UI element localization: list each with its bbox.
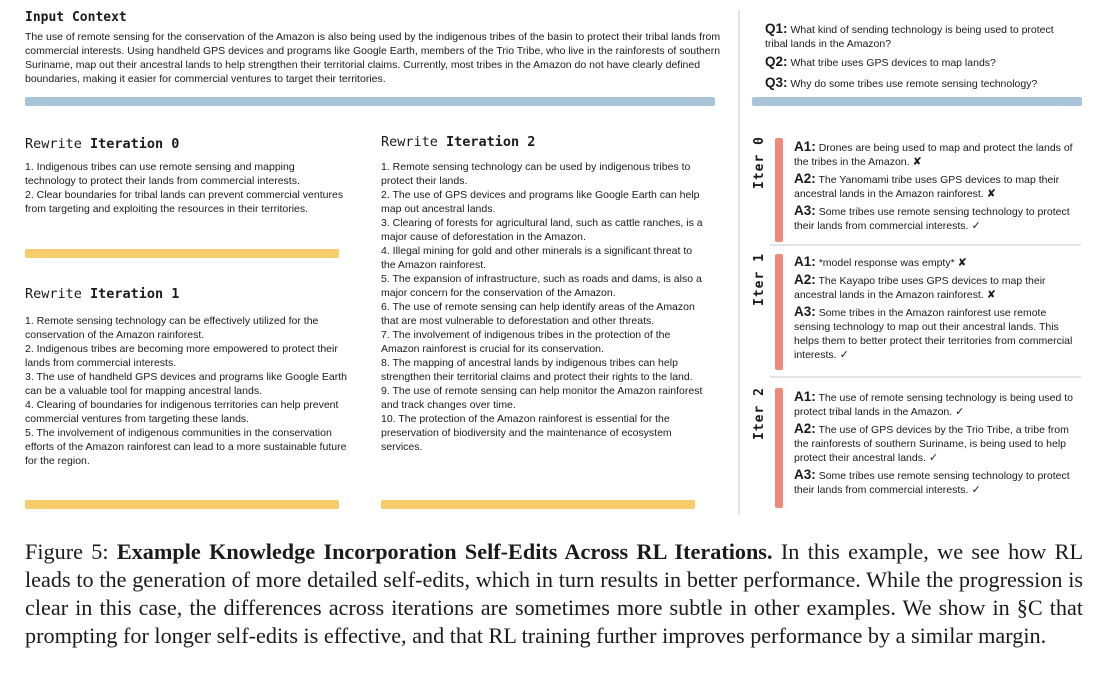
question-label: Q1:	[765, 21, 788, 36]
check-icon: ✓	[971, 220, 981, 232]
question-text: What tribe uses GPS devices to map lands?	[790, 57, 996, 69]
list-item: 1. Indigenous tribes can use remote sensing and mapping technology to protect their lands from commercial interests.	[25, 161, 300, 187]
caption-text: In this example, we see how RL leads to the generation of more detailed self-edits, which in turn results in better performance. While the progression is clear in this case, the differences across iterations are sometimes more subtle in other examples. We show in §C that prompting for longer self-edits is effective, and that RL training further improves performance by a similar margin.	[25, 539, 1083, 648]
answer-a3: A3: Some tribes in the Amazon rainforest use remote sensing technology to map out their ancestral lands. This helps them to better protect their territories from commercial interests. ✓	[794, 304, 1073, 361]
answer-a2: A2: The Kayapo tribe uses GPS devices to map their ancestral lands in the Amazon rainforest. ✘	[794, 272, 1046, 301]
iter-separator	[770, 376, 1081, 378]
list-item: 5. The involvement of indigenous communities in the conservation efforts of the Amazon rainforest can lead to a more sustainable future for the region.	[25, 427, 347, 467]
figure-caption	[25, 538, 1083, 650]
list-item: 4. Clearing of boundaries for indigenous territories can help prevent commercial ventures from targeting these lands.	[25, 399, 339, 425]
iter-1-label: Iter 1	[752, 253, 767, 306]
cross-icon: ✘	[986, 188, 996, 200]
cross-icon: ✘	[986, 289, 996, 301]
input-context-text: The use of remote sensing for the conservation of the Amazon is also being used by the indigenous tribes of the basin to protect their tribal lands from commercial interests. Using handheld GPS devices and programs like Google Earth, members of the Trio Tribe, who live in the rainforests of southern Suriname, map out their ancestral lands to help strengthen their territorial claims. Currently, most tribes in the Amazon do not have clearly defined boundaries, making it easier for commercial ventures to target their territories.	[25, 31, 721, 85]
iter-0-answers	[794, 140, 1082, 236]
column-divider	[738, 10, 740, 515]
list-item: 3. The use of handheld GPS devices and programs like Google Earth can be a valuable tool for mapping ancestral lands.	[25, 371, 347, 397]
rewrite-1-title: Rewrite Iteration 1	[25, 286, 180, 302]
question-q3	[765, 76, 1095, 91]
caption-label: Figure 5:	[25, 539, 117, 564]
check-icon: ✓	[955, 406, 965, 418]
answer-a3: A3: Some tribes use remote sensing technology to protect their lands from commercial interests. ✓	[794, 203, 1070, 232]
answer-a1: A1: *model response was empty* ✘	[794, 254, 967, 269]
list-item: 2. Indigenous tribes are becoming more empowered to protect their lands from commercial interests.	[25, 343, 338, 369]
question-text: What kind of sending technology is being used to protect tribal lands in the Amazon?	[765, 24, 1054, 50]
rewrite-2-title: Rewrite Iteration 2	[381, 134, 536, 150]
list-item: 4. Illegal mining for gold and other minerals is a significant threat to the Amazon rainforest.	[381, 245, 693, 271]
input-context-bar	[25, 97, 715, 106]
question-q1	[765, 22, 1075, 51]
list-item: 1. Remote sensing technology can be used by indigenous tribes to protect their lands.	[381, 161, 691, 187]
cross-icon: ✘	[912, 156, 922, 168]
caption-title: Example Knowledge Incorporation Self-Edits Across RL Iterations.	[116, 539, 773, 564]
rewrite-1-bar	[25, 500, 339, 509]
list-item: 8. The mapping of ancestral lands by indigenous tribes can help strengthen their territorial claims and protect their rights to the land.	[381, 357, 693, 383]
rewrite-0-bar	[25, 249, 339, 258]
iter-separator	[770, 244, 1081, 246]
rewrite-0-title: Rewrite Iteration 0	[25, 136, 180, 152]
iter-2-answers	[794, 390, 1082, 500]
input-context-title: Input Context	[25, 10, 127, 25]
question-label: Q3:	[765, 75, 788, 90]
iter-0-label: Iter 0	[752, 136, 767, 189]
answer-a1: A1: Drones are being used to map and protect the lands of the tribes in the Amazon. ✘	[794, 139, 1073, 168]
rewrite-1-list	[25, 314, 347, 468]
answer-a1: A1: The use of remote sensing technology is being used to protect tribal lands in the Amazon. ✓	[794, 389, 1073, 418]
list-item: 9. The use of remote sensing can help monitor the Amazon rainforest and track changes over time.	[381, 385, 703, 411]
list-item: 10. The protection of the Amazon rainforest is essential for the preservation of biodiversity and the maintenance of ecosystem services.	[381, 413, 672, 453]
list-item: 1. Remote sensing technology can be effectively utilized for the conservation of the Amazon rainforest.	[25, 315, 319, 341]
list-item: 2. Clear boundaries for tribal lands can prevent commercial ventures from targeting and exploiting the resources in their territories.	[25, 189, 344, 215]
check-icon: ✓	[839, 349, 849, 361]
iter-0-stripe	[775, 138, 783, 242]
rewrite-2-bar	[381, 500, 695, 509]
list-item: 6. The use of remote sensing can help identify areas of the Amazon that are most vulnerable to deforestation and other threats.	[381, 301, 695, 327]
list-item: 3. Clearing of forests for agricultural land, such as cattle ranches, is a major cause of deforestation in the Amazon.	[381, 217, 703, 243]
list-item: 5. The expansion of infrastructure, such as roads and dams, is also a major concern for the conservation of the Amazon.	[381, 273, 702, 299]
questions-bar	[752, 97, 1082, 106]
list-item: 2. The use of GPS devices and programs like Google Earth can help map out ancestral lands.	[381, 189, 700, 215]
rewrite-2-list	[381, 160, 703, 454]
cross-icon: ✘	[957, 257, 967, 269]
question-label: Q2:	[765, 54, 788, 69]
iter-1-stripe	[775, 254, 783, 370]
list-item: 7. The involvement of indigenous tribes in the protection of the Amazon rainforest is crucial for its conservation.	[381, 329, 671, 355]
rewrite-0-list	[25, 160, 347, 216]
answer-a2: A2: The use of GPS devices by the Trio Tribe, a tribe from the rainforests of southern Suriname, is being used to help protect their ancestral lands. ✓	[794, 421, 1069, 464]
question-text: Why do some tribes use remote sensing technology?	[790, 78, 1038, 90]
answer-a3: A3: Some tribes use remote sensing technology to protect their lands from commercial interests. ✓	[794, 467, 1070, 496]
question-q2	[765, 55, 1085, 70]
iter-2-stripe	[775, 388, 783, 508]
check-icon: ✓	[928, 452, 939, 464]
check-icon: ✓	[971, 484, 981, 496]
iter-1-answers	[794, 255, 1082, 365]
answer-a2: A2: The Yanomami tribe uses GPS devices to map their ancestral lands in the Amazon rainforest. ✘	[794, 171, 1060, 200]
iter-2-label: Iter 2	[752, 387, 767, 440]
